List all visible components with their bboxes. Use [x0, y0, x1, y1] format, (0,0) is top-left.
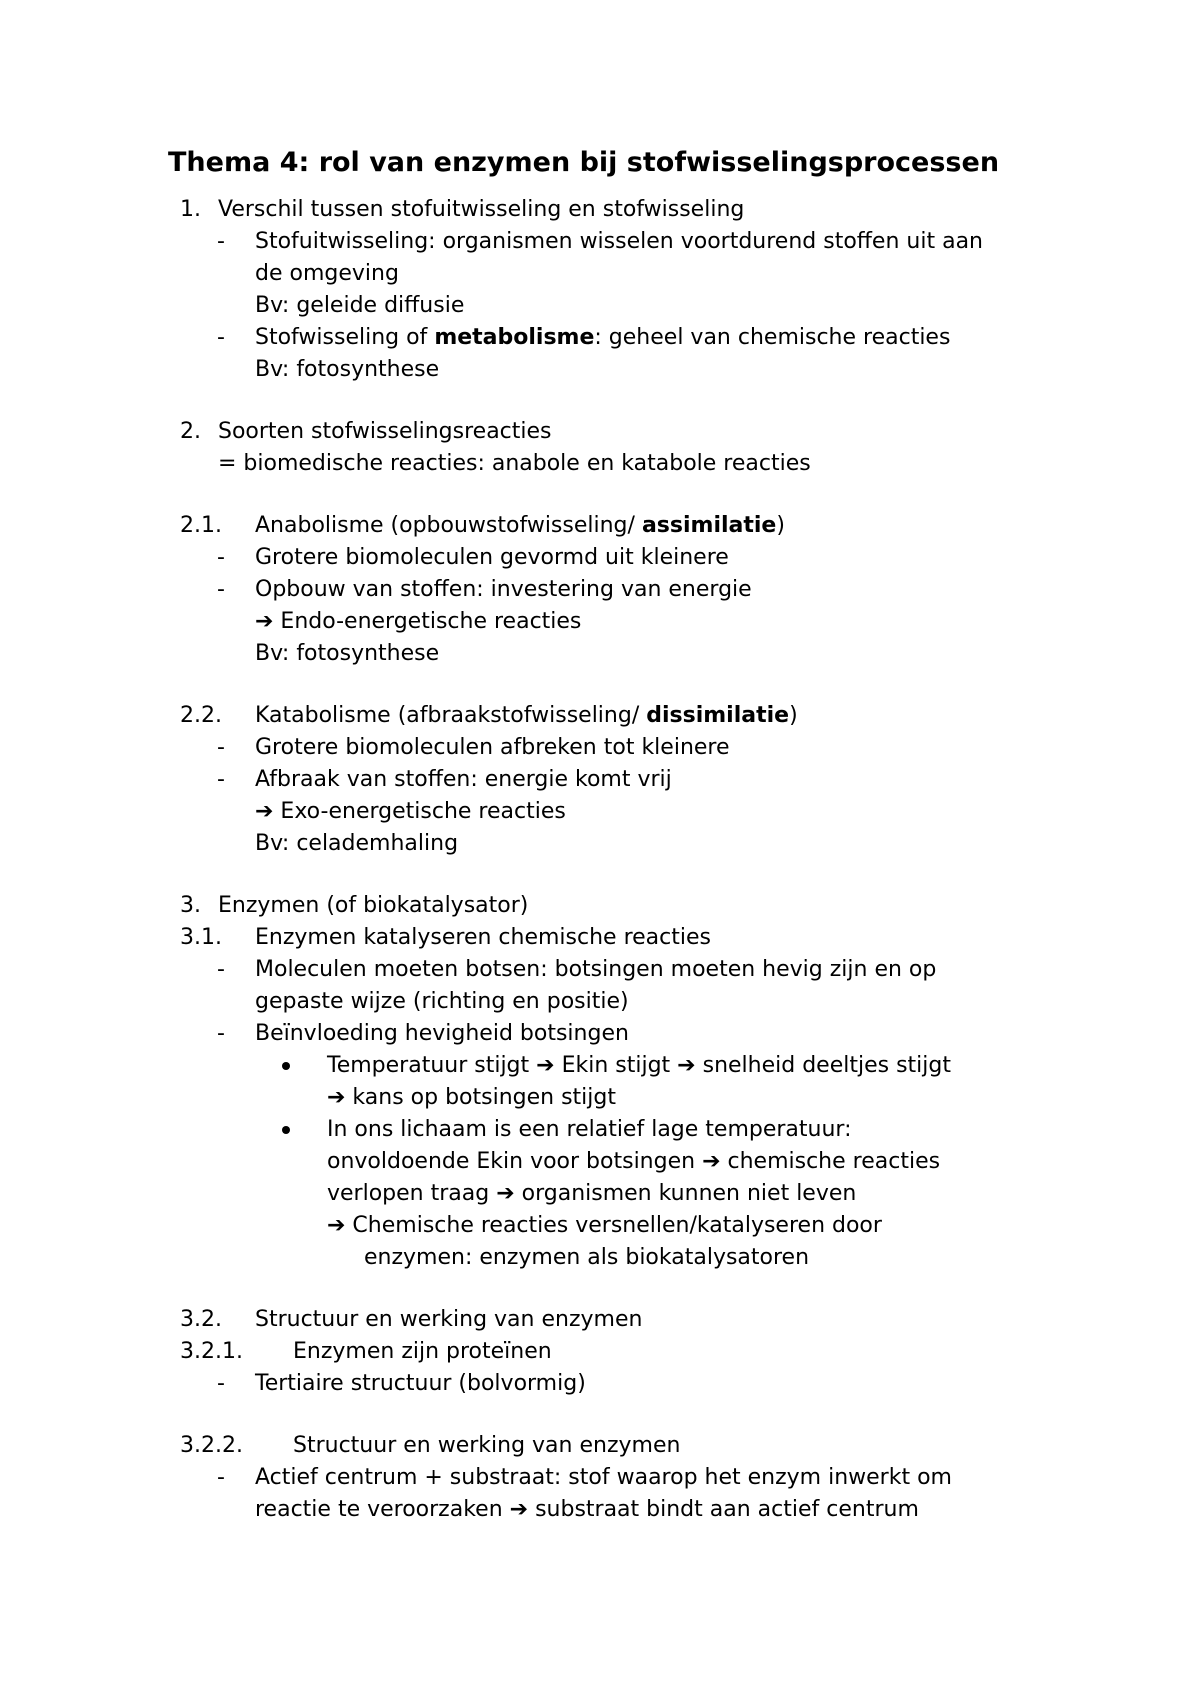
section-heading-text: Katabolisme (afbraakstofwisseling/ dissimilatie)	[255, 703, 798, 728]
example-line	[0, 828, 1200, 860]
arrow-right-icon: ➔	[677, 1053, 696, 1078]
section-heading-text: Enzymen katalyseren chemische reacties	[255, 925, 711, 950]
section-number: 3.2.1.	[180, 1339, 243, 1364]
section-3-1-heading	[0, 922, 1200, 954]
example-text: Bv: fotosynthese	[255, 357, 440, 382]
arrow-bullet-continuation	[0, 1242, 1200, 1274]
arrow-right-icon: ➔	[509, 1497, 529, 1522]
document-body	[0, 194, 1200, 1526]
dash-marker: -	[217, 545, 225, 570]
section-heading-text: Soorten stofwisselingsreacties	[218, 419, 552, 444]
section-2-1-heading	[0, 510, 1200, 542]
dash-marker: -	[217, 229, 225, 254]
list-item	[0, 954, 1200, 986]
arrow-right-icon: ➔	[255, 799, 274, 824]
bullet-continuation: ➔ kans op botsingen stijgt	[327, 1085, 616, 1110]
arrow-right-icon: ➔	[702, 1149, 721, 1174]
list-item	[0, 1018, 1200, 1050]
bullet-dot-icon	[282, 1126, 290, 1134]
document-title: Thema 4: rol van enzymen bij stofwisselingsprocessen	[168, 147, 1000, 178]
section-subline	[0, 448, 1200, 480]
section-number: 1.	[180, 197, 201, 222]
section-heading-text: Verschil tussen stofuitwisseling en stofwisseling	[218, 197, 745, 222]
section-number: 3.2.	[180, 1307, 222, 1332]
section-number: 2.1.	[180, 513, 222, 538]
dash-marker: -	[217, 1465, 225, 1490]
list-item	[0, 542, 1200, 574]
bullet-continuation: verlopen traag ➔ organismen kunnen niet leven	[327, 1181, 857, 1206]
list-item	[0, 1368, 1200, 1400]
section-heading-text: Enzymen zijn proteïnen	[293, 1339, 552, 1364]
dash-marker: -	[217, 1021, 225, 1046]
list-item-text: Moleculen moeten botsen: botsingen moeten hevig zijn en op	[255, 957, 937, 982]
section-heading-text: Anabolisme (opbouwstofwisseling/ assimilatie)	[255, 513, 785, 538]
list-item-continuation	[0, 986, 1200, 1018]
arrow-right-icon: ➔	[255, 609, 274, 634]
section-number: 3.2.2.	[180, 1433, 243, 1458]
section-1-heading	[0, 194, 1200, 226]
dash-marker: -	[217, 577, 225, 602]
example-line	[0, 638, 1200, 670]
example-text: Bv: geleide diffusie	[255, 293, 465, 318]
list-item-text: de omgeving	[255, 261, 399, 286]
bold-term: assimilatie	[641, 513, 777, 538]
bold-term: dissimilatie	[646, 703, 790, 728]
list-item-text: Actief centrum + substraat: stof waarop het enzym inwerkt om	[255, 1465, 952, 1490]
list-item	[0, 574, 1200, 606]
list-item-text: Tertiaire structuur (bolvormig)	[255, 1371, 586, 1396]
section-number: 3.	[180, 893, 201, 918]
bullet-dot-icon	[282, 1062, 290, 1070]
example-text: Bv: fotosynthese	[255, 641, 440, 666]
list-item-text: Beïnvloeding hevigheid botsingen	[255, 1021, 629, 1046]
subline-text: = biomedische reacties: anabole en katabole reacties	[218, 451, 811, 476]
section-2-2-heading	[0, 700, 1200, 732]
list-item	[0, 732, 1200, 764]
arrow-right-icon: ➔	[327, 1213, 346, 1238]
section-3-heading	[0, 890, 1200, 922]
bullet-item	[0, 1114, 1200, 1146]
list-item-text: Stofwisseling of metabolisme: geheel van chemische reacties	[255, 325, 951, 350]
list-item-text: Grotere biomoleculen gevormd uit kleinere	[255, 545, 729, 570]
section-3-2-2-heading	[0, 1430, 1200, 1462]
section-heading-text: Structuur en werking van enzymen	[293, 1433, 681, 1458]
section-2-heading	[0, 416, 1200, 448]
list-item-continuation	[0, 258, 1200, 290]
list-item-text: gepaste wijze (richting en positie)	[255, 989, 629, 1014]
list-item-text: Grotere biomoleculen afbreken tot kleinere	[255, 735, 730, 760]
bullet-text: enzymen: enzymen als biokatalysatoren	[364, 1245, 810, 1270]
dash-marker: -	[217, 957, 225, 982]
section-3-2-1-heading	[0, 1336, 1200, 1368]
bold-term: metabolisme	[434, 325, 595, 350]
arrow-line: ➔ Endo-energetische reacties	[255, 609, 582, 634]
bullet-item: Temperatuur stijgt ➔ Ekin stijgt ➔ snelheid deeltjes stijgt	[0, 1050, 1200, 1082]
arrow-bullet: ➔ Chemische reacties versnellen/katalyseren door	[327, 1213, 882, 1238]
bullet-text: In ons lichaam is een relatief lage temperatuur:	[327, 1117, 852, 1142]
list-item	[0, 322, 1200, 354]
section-number: 2.2.	[180, 703, 222, 728]
dash-marker: -	[217, 735, 225, 760]
list-item-text: Opbouw van stoffen: investering van energie	[255, 577, 752, 602]
example-line	[0, 290, 1200, 322]
arrow-right-icon: ➔	[536, 1053, 555, 1078]
list-item-text: Afbraak van stoffen: energie komt vrij	[255, 767, 672, 792]
dash-marker: -	[217, 767, 225, 792]
example-text: Bv: celademhaling	[255, 831, 459, 856]
arrow-right-icon: ➔	[496, 1181, 515, 1206]
example-line	[0, 354, 1200, 386]
arrow-right-icon: ➔	[327, 1085, 346, 1110]
list-item	[0, 1462, 1200, 1494]
arrow-line: ➔ Exo-energetische reacties	[255, 799, 566, 824]
dash-marker: -	[217, 325, 225, 350]
bullet-continuation: onvoldoende Ekin voor botsingen ➔ chemische reacties	[327, 1149, 941, 1174]
section-heading-text: Structuur en werking van enzymen	[255, 1307, 643, 1332]
dash-marker: -	[217, 1371, 225, 1396]
list-item-continuation: reactie te veroorzaken ➔ substraat bindt aan actief centrum	[255, 1497, 919, 1522]
list-item-text: Stofuitwisseling: organismen wisselen voortdurend stoffen uit aan	[255, 229, 983, 254]
list-item	[0, 764, 1200, 796]
list-item	[0, 226, 1200, 258]
section-heading-text: Enzymen (of biokatalysator)	[218, 893, 529, 918]
section-number: 2.	[180, 419, 201, 444]
section-number: 3.1.	[180, 925, 222, 950]
section-3-2-heading	[0, 1304, 1200, 1336]
